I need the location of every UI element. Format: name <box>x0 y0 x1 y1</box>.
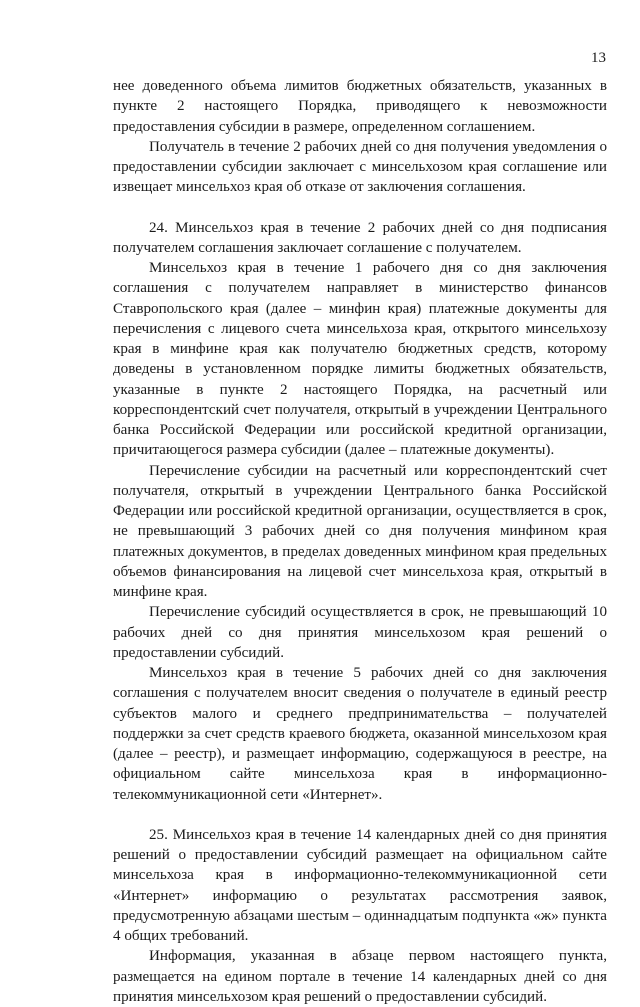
paragraph: Минсельхоз края в течение 1 рабочего дня со дня заключения соглашения с получателем направляет в министерство финансов Ставропольского края (далее – минфин края) платежные документы для перечисления с лицевого счета минсельхоза края, открытого минсельхозу края в минфине края как получателю бюджетных средств, которому доведены в установленном порядке лимиты бюджетных обязательств, указанные в пункте 2 настоящего Порядка, на расчетный или корреспондентский счет получателя, открытый в учреждении Центрального банка Российской Федерации или российской кредитной организации, причитающегося размера субсидии (далее – платежные документы). <box>113 260 607 459</box>
paragraph: Минсельхоз края в течение 5 рабочих дней со дня заключения соглашения с получателем вносит сведения о получателе в единый реестр субъектов малого и среднего предпринимательства – получателей поддержки за счет средств краевого бюджета, оказанной минсельхозом края (далее – реестр), и размещает информацию, содержащуюся в реестре, на официальном сайте минсельхоза края в информационно-телекоммуникационной сети «Интернет». <box>113 665 607 803</box>
paragraph: нее доведенного объема лимитов бюджетных обязательств, указанных в пункте 2 настоящего Порядка, приводящего к невозможности предоставления субсидии в размере, определенном соглашением. <box>113 78 607 135</box>
item-23-continuation <box>113 76 607 198</box>
paragraph: 25. Минсельхоз края в течение 14 календарных дней со дня принятия решений о предоставлении субсидий размещает на официальном сайте минсельхоза края в информационно-телекоммуникационной сети «Интернет» информацию о результатах рассмотрения заявок, предусмотренную абзацами шестым – одиннадцатым подпункта «ж» пункта 4 общих требований. <box>113 826 607 944</box>
paragraph: Информация, указанная в абзаце первом настоящего пункта, размещается на едином портале в течение 14 календарных дней со дня принятия минсельхозом края решений о предоставлении субсидий. <box>113 948 607 1005</box>
page-number: 13 <box>591 50 606 66</box>
document-body <box>113 76 607 1007</box>
paragraph: 24. Минсельхоз края в течение 2 рабочих дней со дня подписания получателем соглашения заключает соглашение с получателем. <box>113 219 607 256</box>
item-24 <box>113 218 607 805</box>
paragraph: Перечисление субсидии на расчетный или корреспондентский счет получателя, открытый в учреждении Центрального банка Российской Федерации или российской кредитной организации, осуществляется в срок, не превышающий 3 рабочих дней со дня получения минфином края платежных документов, в пределах доведенных минфином края предельных объемов финансирования на лицевой счет минсельхоза края, открытый в минфине края. <box>113 462 607 600</box>
paragraph: Перечисление субсидий осуществляется в срок, не превышающий 10 рабочих дней со дня принятия минсельхозом края решений о предоставлении субсидий. <box>113 604 607 661</box>
paragraph: Получатель в течение 2 рабочих дней со дня получения уведомления о предоставлении субсидии заключает с минсельхозом края соглашение или извещает минсельхоз края об отказе от заключения соглашения. <box>113 138 607 196</box>
item-25 <box>113 825 607 1007</box>
